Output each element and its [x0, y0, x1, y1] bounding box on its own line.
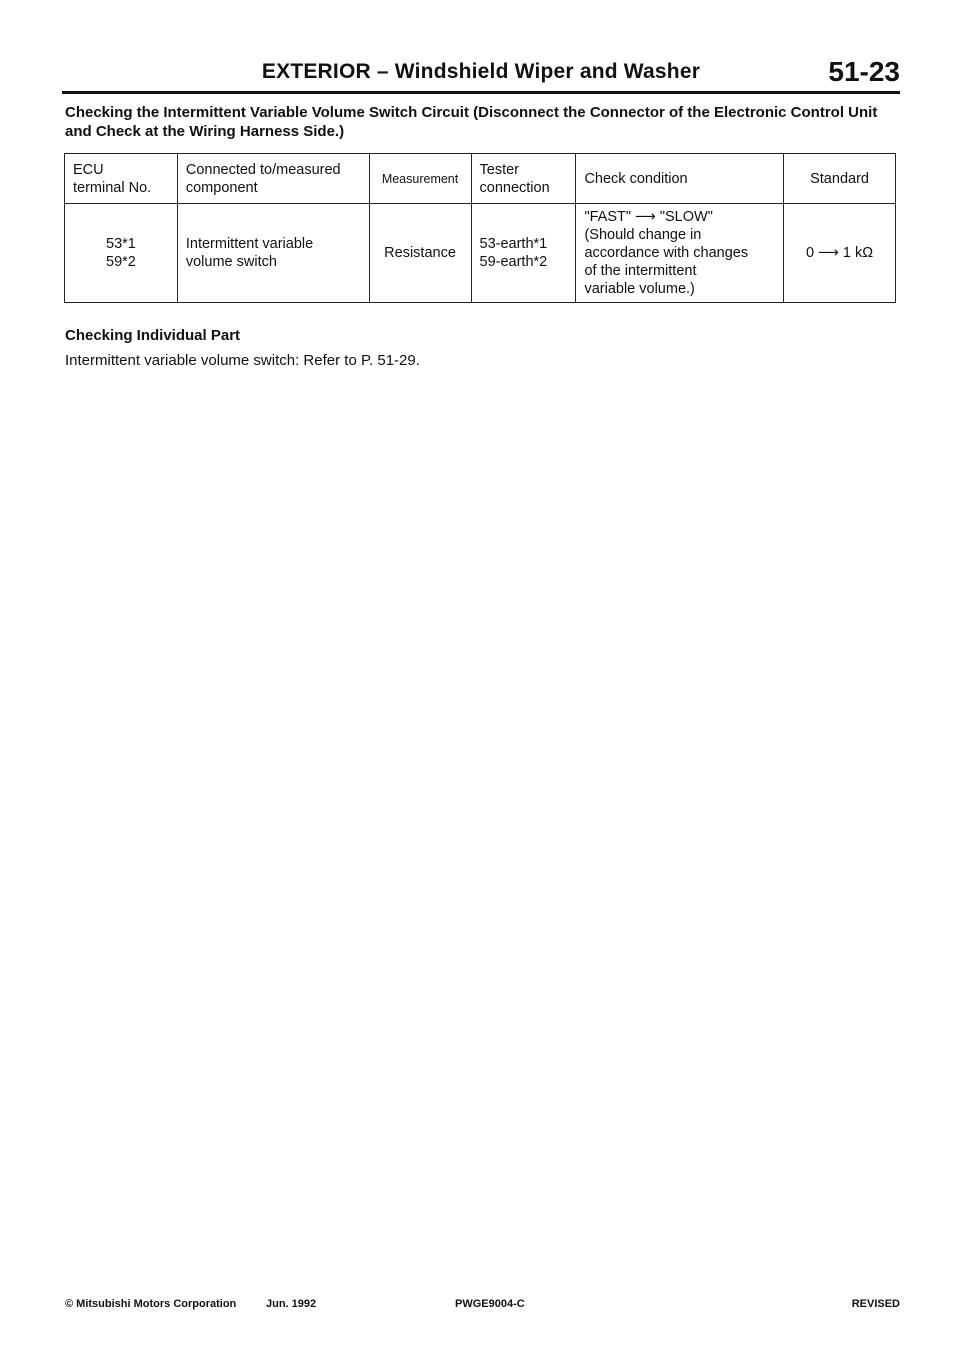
section-title: Checking the Intermittent Variable Volume Switch Circuit (Disconnect the Connector of the Electronic Control Unit and Check at the Wiring Harness Side.)	[65, 104, 878, 140]
cell-measurement: Resistance	[369, 204, 471, 303]
header-component: Connected to/measured component	[177, 154, 369, 204]
cell-component: Intermittent variable volume switch	[177, 204, 369, 303]
table-header-row	[65, 154, 896, 204]
header-check-condition: Check condition	[576, 154, 784, 204]
individual-part-title: Checking Individual Part	[65, 327, 241, 344]
individual-part-text: Intermittent variable volume switch: Refer to P. 51-29.	[65, 352, 420, 369]
footer-copyright: © Mitsubishi Motors Corporation	[65, 1298, 237, 1310]
spec-table	[64, 153, 896, 303]
cell-ecu-terminal: 53*1 59*2	[65, 204, 178, 303]
page-number: 51-23	[828, 56, 900, 87]
footer-date: Jun. 1992	[266, 1298, 317, 1310]
header-divider	[62, 91, 900, 94]
page-footer	[65, 1298, 900, 1314]
header-ecu-terminal: ECU terminal No.	[65, 154, 178, 204]
footer-status: REVISED	[851, 1298, 900, 1310]
cell-tester-connection: 53-earth*1 59-earth*2	[471, 204, 576, 303]
cell-standard: 0 ⟶ 1 kΩ	[784, 204, 896, 303]
page-title: EXTERIOR – Windshield Wiper and Washer	[261, 60, 701, 83]
cell-check-condition: "FAST" ⟶ "SLOW" (Should change in accordance with changes of the intermittent variable volume.)	[576, 204, 784, 303]
page-header	[62, 58, 900, 90]
header-measurement: Measurement	[369, 154, 471, 204]
table-row	[65, 204, 896, 303]
footer-code: PWGE9004-C	[455, 1298, 525, 1310]
header-tester-connection: Tester connection	[471, 154, 576, 204]
header-standard: Standard	[784, 154, 896, 204]
